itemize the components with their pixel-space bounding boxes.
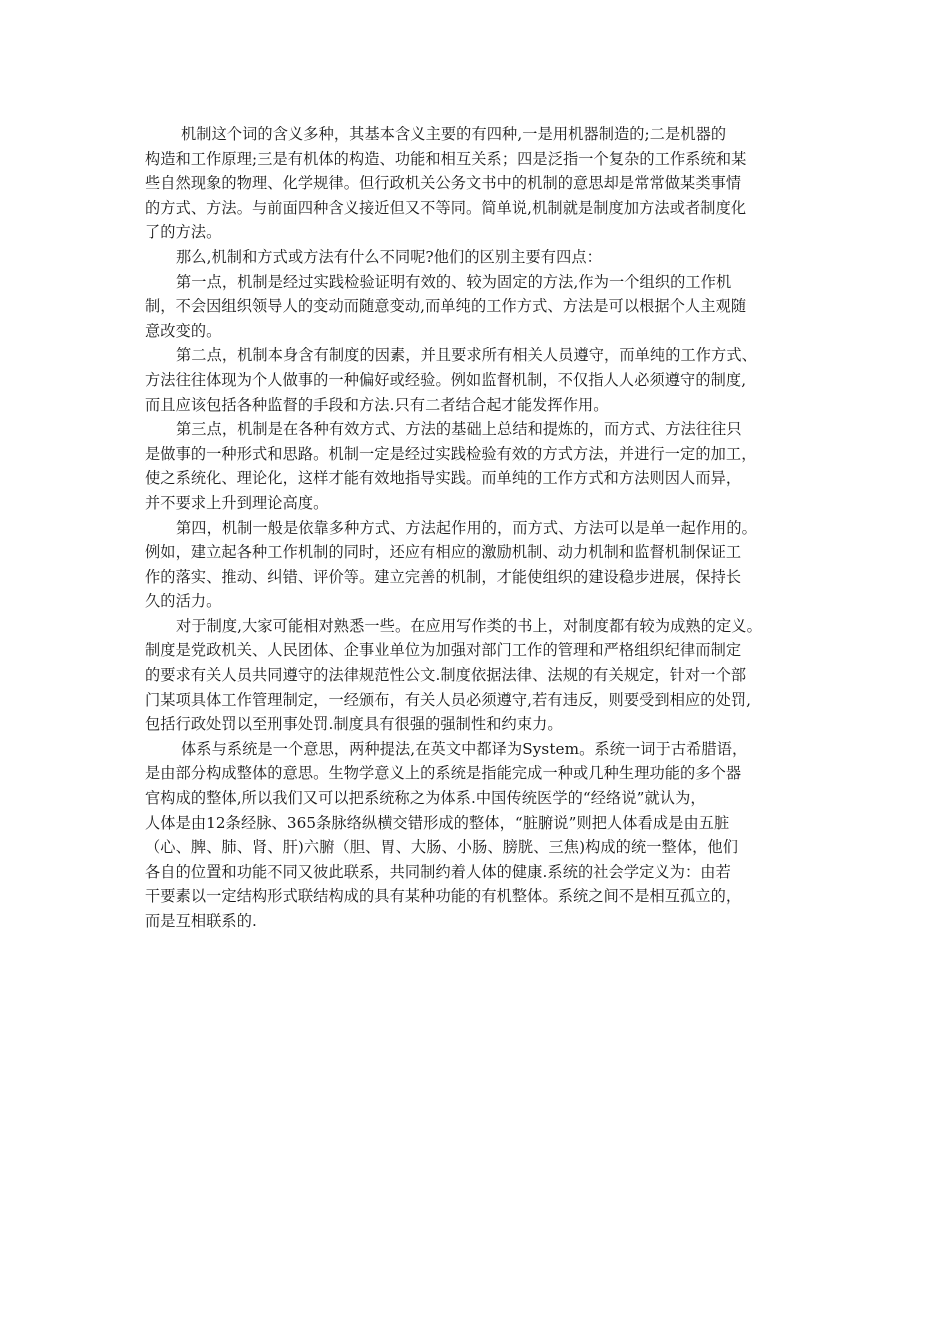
text-line: 构造和工作原理;三是有机体的构造、功能和相互关系；四是泛指一个复杂的工作系统和某 [145,149,747,168]
paragraph-system-regulation [145,614,825,737]
paragraph-point-four [145,516,825,614]
text-line: 人体是由12条经脉、365条脉络纵横交错形成的整体，“脏腑说”则把人体看成是由五脏 [145,813,730,832]
text-line: 各自的位置和功能不同又彼此联系，共同制约着人体的健康.系统的社会学定义为：由若 [145,862,731,881]
paragraph-mechanism-meaning [145,122,825,245]
text-line: 第三点，机制是在各种有效方式、方法的基础上总结和提炼的，而方式、方法往往只 [176,420,742,439]
text-line: 第四，机制一般是依靠多种方式、方法起作用的，而方式、方法可以是单一起作用的。 [176,518,757,537]
text-line: 是做事的一种形式和思路。机制一定是经过实践检验有效的方式方法，并进行一定的加工， [145,444,757,463]
paragraph-difference-intro [145,245,825,270]
text-line: 是由部分构成整体的意思。生物学意义上的系统是指能完成一种或几种生理功能的多个器 [145,764,742,783]
document-body [145,122,825,934]
paragraph-point-three [145,417,825,515]
text-line: 制，不会因组织领导人的变动而随意变动,而单纯的工作方式、方法是可以根据个人主观随 [145,297,747,316]
text-line: 并不要求上升到理论高度。 [145,493,329,512]
text-line: 些自然现象的物理、化学规律。但行政机关公务文书中的机制的意思却是常常做某类事情 [145,174,742,193]
text-line: 对于制度,大家可能相对熟悉一些。在应用写作类的书上，对制度都有较为成熟的定义。 [176,616,762,635]
text-line: 包括行政处罚以至刑事处罚.制度具有很强的强制性和约束力。 [145,715,563,734]
text-line: 作的落实、推动、纠错、评价等。建立完善的机制，才能使组织的建设稳步进展，保持长 [145,567,742,586]
text-line: 制度是党政机关、人民团体、企事业单位为加强对部门工作的管理和严格组织纪律而制定 [145,641,742,660]
text-line: 第一点，机制是经过实践检验证明有效的、较为固定的方法,作为一个组织的工作机 [176,272,732,291]
text-line: （心、脾、肺、肾、肝)六腑（胆、胃、大肠、小肠、膀胱、三焦)构成的统一整体，他们 [145,838,738,857]
text-line: 意改变的。 [145,321,222,340]
paragraph-system-concept [145,737,825,934]
text-line: 方法往往体现为个人做事的一种偏好或经验。例如监督机制，不仅指人人必须遵守的制度, [145,370,747,389]
text-line: 机制这个词的含义多种，其基本含义主要的有四种,一是用机器制造的;二是机器的 [181,125,727,143]
text-line: 使之系统化、理论化，这样才能有效地指导实践。而单纯的工作方式和方法则因人而异， [145,469,742,488]
text-line: 的方式、方法。与前面四种含义接近但又不等同。简单说,机制就是制度加方法或者制度化 [145,198,747,217]
text-line: 例如，建立起各种工作机制的同时，还应有相应的激励机制、动力机制和监督机制保证工 [145,543,742,562]
text-line: 而且应该包括各种监督的手段和方法.只有二者结合起才能发挥作用。 [145,395,609,414]
text-line: 了的方法。 [145,223,222,242]
text-line: 的要求有关人员共同遵守的法律规范性公文.制度依据法律、法规的有关规定，针对一个部 [145,666,747,685]
text-line: 体系与系统是一个意思，两种提法,在英文中都译为System。系统一词于古希腊语， [181,739,748,758]
paragraph-point-two [145,343,825,417]
text-line: 干要素以一定结构形式联结构成的具有某种功能的有机整体。系统之间不是相互孤立的， [145,887,742,906]
text-line: 官构成的整体,所以我们又可以把系统称之为体系.中国传统医学的“经络说”就认为， [145,789,706,808]
text-line: 那么,机制和方式或方法有什么不同呢?他们的区别主要有四点： [176,247,602,266]
text-line: 而是互相联系的. [145,912,257,930]
text-line: 门某项具体工作管理制定，一经颁布，有关人员必须遵守,若有违反，则要受到相应的处罚, [145,690,752,709]
text-line: 久的活力。 [145,592,222,611]
paragraph-point-one [145,270,825,344]
text-line: 第二点，机制本身含有制度的因素，并且要求所有相关人员遵守，而单纯的工作方式、 [176,346,757,365]
